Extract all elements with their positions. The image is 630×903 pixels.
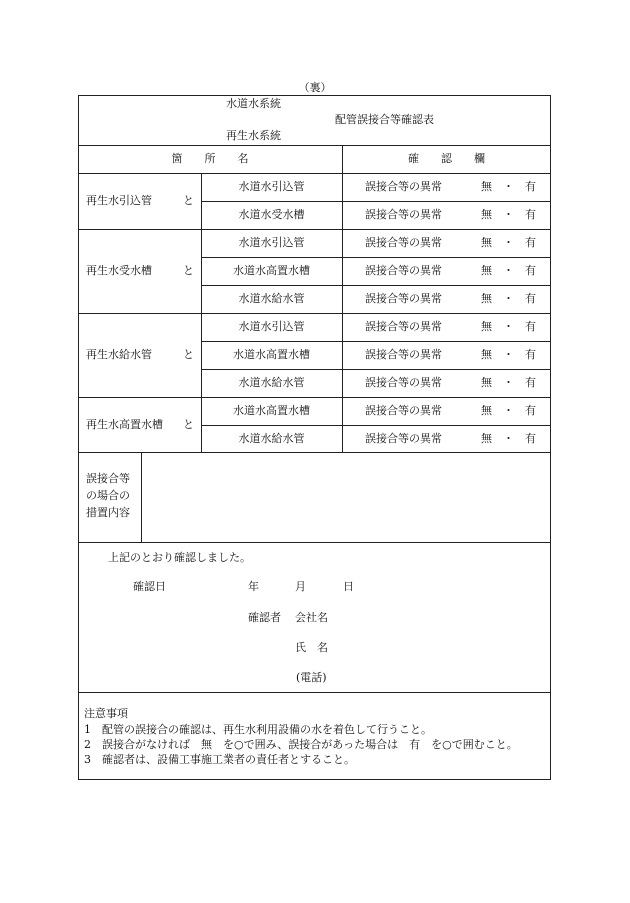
measures-label-1: 誤接合等	[86, 472, 130, 485]
rule-row	[201, 257, 551, 258]
rule-group	[78, 229, 551, 230]
row-mark-choice[interactable]: 無 ・ 有	[481, 376, 536, 389]
row-mark-choice[interactable]: 無 ・ 有	[481, 404, 536, 417]
rule-row	[201, 285, 551, 286]
group-to: と	[183, 418, 194, 431]
measures-label-3: 措置内容	[86, 506, 130, 519]
confirmation-statement: 上記のとおり確認しました。	[108, 551, 251, 564]
row-check: 誤接合等の異常	[365, 292, 442, 305]
day-label: 日	[343, 580, 354, 593]
year-label: 年	[248, 580, 259, 593]
title-lower: 再生水系統	[226, 129, 281, 142]
row-mark-choice[interactable]: 無 ・ 有	[481, 236, 536, 249]
page-side-label: （裏）	[298, 81, 332, 94]
rule-group	[78, 397, 551, 398]
row-mark-choice[interactable]: 無 ・ 有	[481, 320, 536, 333]
note-item: 1 配管の誤接合の確認は、再生水利用設備の水を着色して行うこと。	[84, 723, 432, 736]
row-mark-choice[interactable]: 無 ・ 有	[481, 292, 536, 305]
rule-row	[201, 369, 551, 370]
row-check: 誤接合等の異常	[365, 236, 442, 249]
form-title: 配管誤接合等確認表	[335, 113, 434, 126]
row-target: 水道水引込管	[238, 320, 305, 333]
header-location: 箇 所 名	[171, 152, 249, 165]
notes-heading: 注意事項	[84, 707, 128, 720]
rule-title-bottom	[78, 145, 551, 146]
row-target: 水道水高置水槽	[233, 404, 310, 417]
row-mark-choice[interactable]: 無 ・ 有	[481, 264, 536, 277]
month-label: 月	[295, 580, 306, 593]
row-check: 誤接合等の異常	[365, 348, 442, 361]
row-check: 誤接合等の異常	[365, 320, 442, 333]
rule-confirm-bottom	[78, 692, 551, 693]
confirmer-label: 確認者	[248, 611, 281, 624]
group-source: 再生水受水槽	[86, 264, 152, 277]
rule-row	[201, 201, 551, 202]
row-target: 水道水引込管	[238, 180, 305, 193]
header-confirm: 確 認 欄	[408, 152, 485, 165]
row-target: 水道水高置水槽	[233, 348, 310, 361]
row-target: 水道水給水管	[238, 432, 305, 445]
rule-group	[78, 313, 551, 314]
date-label: 確認日	[133, 580, 166, 593]
row-check: 誤接合等の異常	[365, 180, 442, 193]
company-label: 会社名	[295, 611, 328, 624]
note-item: 3 確認者は、設備工事施工業者の責任者とすること。	[84, 753, 355, 766]
row-target: 水道水引込管	[238, 236, 305, 249]
rule-measures-label	[141, 452, 142, 542]
group-source: 再生水給水管	[86, 348, 152, 361]
row-mark-choice[interactable]: 無 ・ 有	[481, 348, 536, 361]
phone-label: (電話)	[296, 671, 327, 684]
row-mark-choice[interactable]: 無 ・ 有	[481, 180, 536, 193]
group-to: と	[183, 194, 194, 207]
row-target: 水道水高置水槽	[233, 264, 310, 277]
group-source: 再生水引込管	[86, 194, 152, 207]
row-mark-choice[interactable]: 無 ・ 有	[481, 208, 536, 221]
row-check: 誤接合等の異常	[365, 208, 442, 221]
note-item: 2 誤接合がなければ 無 を○で囲み、誤接合があった場合は 有 を○で囲むこと。	[84, 738, 518, 751]
rule-row	[201, 341, 551, 342]
group-to: と	[183, 264, 194, 277]
rule-header-bottom	[78, 173, 551, 174]
measures-label-2: の場合の	[86, 489, 130, 502]
name-label: 氏 名	[295, 641, 328, 654]
rule-col-confirm	[342, 145, 343, 452]
title-upper: 水道水系統	[226, 97, 281, 110]
rule-table-bottom	[78, 452, 551, 453]
row-check: 誤接合等の異常	[365, 432, 442, 445]
row-target: 水道水給水管	[238, 376, 305, 389]
row-target: 水道水給水管	[238, 292, 305, 305]
row-mark-choice[interactable]: 無 ・ 有	[481, 432, 536, 445]
row-target: 水道水受水槽	[238, 208, 305, 221]
row-check: 誤接合等の異常	[365, 404, 442, 417]
rule-col-target	[201, 173, 202, 452]
row-check: 誤接合等の異常	[365, 376, 442, 389]
row-check: 誤接合等の異常	[365, 264, 442, 277]
rule-measures-bottom	[78, 542, 551, 543]
rule-row	[201, 425, 551, 426]
group-source: 再生水高置水槽	[86, 418, 163, 431]
group-to: と	[183, 348, 194, 361]
